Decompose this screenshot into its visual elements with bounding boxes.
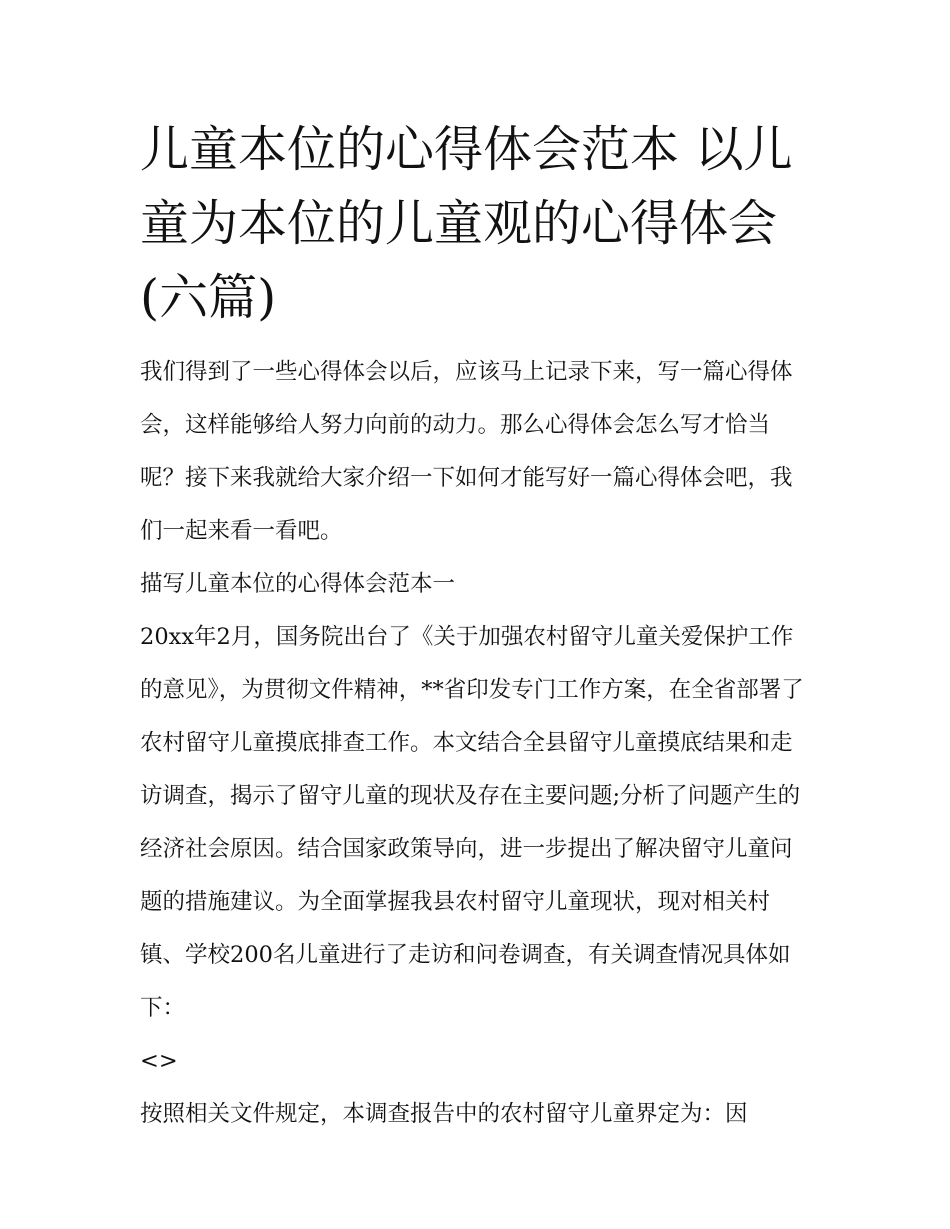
section-heading: 描写儿童本位的心得体会范本一 xyxy=(140,571,456,597)
intro-paragraph: 我们得到了一些心得体会以后，应该马上记录下来，写一篇心得体会，这样能够给人努力向前的动力。那么心得体会怎么写才恰当呢？接下来我就给大家介绍一下如何才能写好一篇心得体会吧，我们一起来看一看吧。 xyxy=(140,359,793,544)
body-paragraph: 按照相关文件规定，本调查报告中的农村留守儿童界定为：因 xyxy=(140,1101,748,1127)
document-body xyxy=(140,346,812,1141)
document-page xyxy=(140,113,812,1141)
placeholder-marker: <> xyxy=(140,1048,178,1074)
body-paragraph: 20xx年2月，国务院出台了《关于加强农村留守儿童关爱保护工作的意见》，为贯彻文件精神，**省印发专门工作方案，在全省部署了农村留守儿童摸底排查工作。本文结合全县留守儿童摸底结果和走访调查，揭示了留守儿童的现状及存在主要问题;分析了问题产生的经济社会原因。结合国家政策导向，进一步提出了解决留守儿童问题的措施建议。为全面掌握我县农村留守儿童现状，现对相关村镇、学校200名儿童进行了走访和问卷调查，有关调查情况具体如下： xyxy=(140,624,804,1021)
document-title: 儿童本位的心得体会范本 以儿童为本位的儿童观的心得体会(六篇) xyxy=(140,121,793,326)
